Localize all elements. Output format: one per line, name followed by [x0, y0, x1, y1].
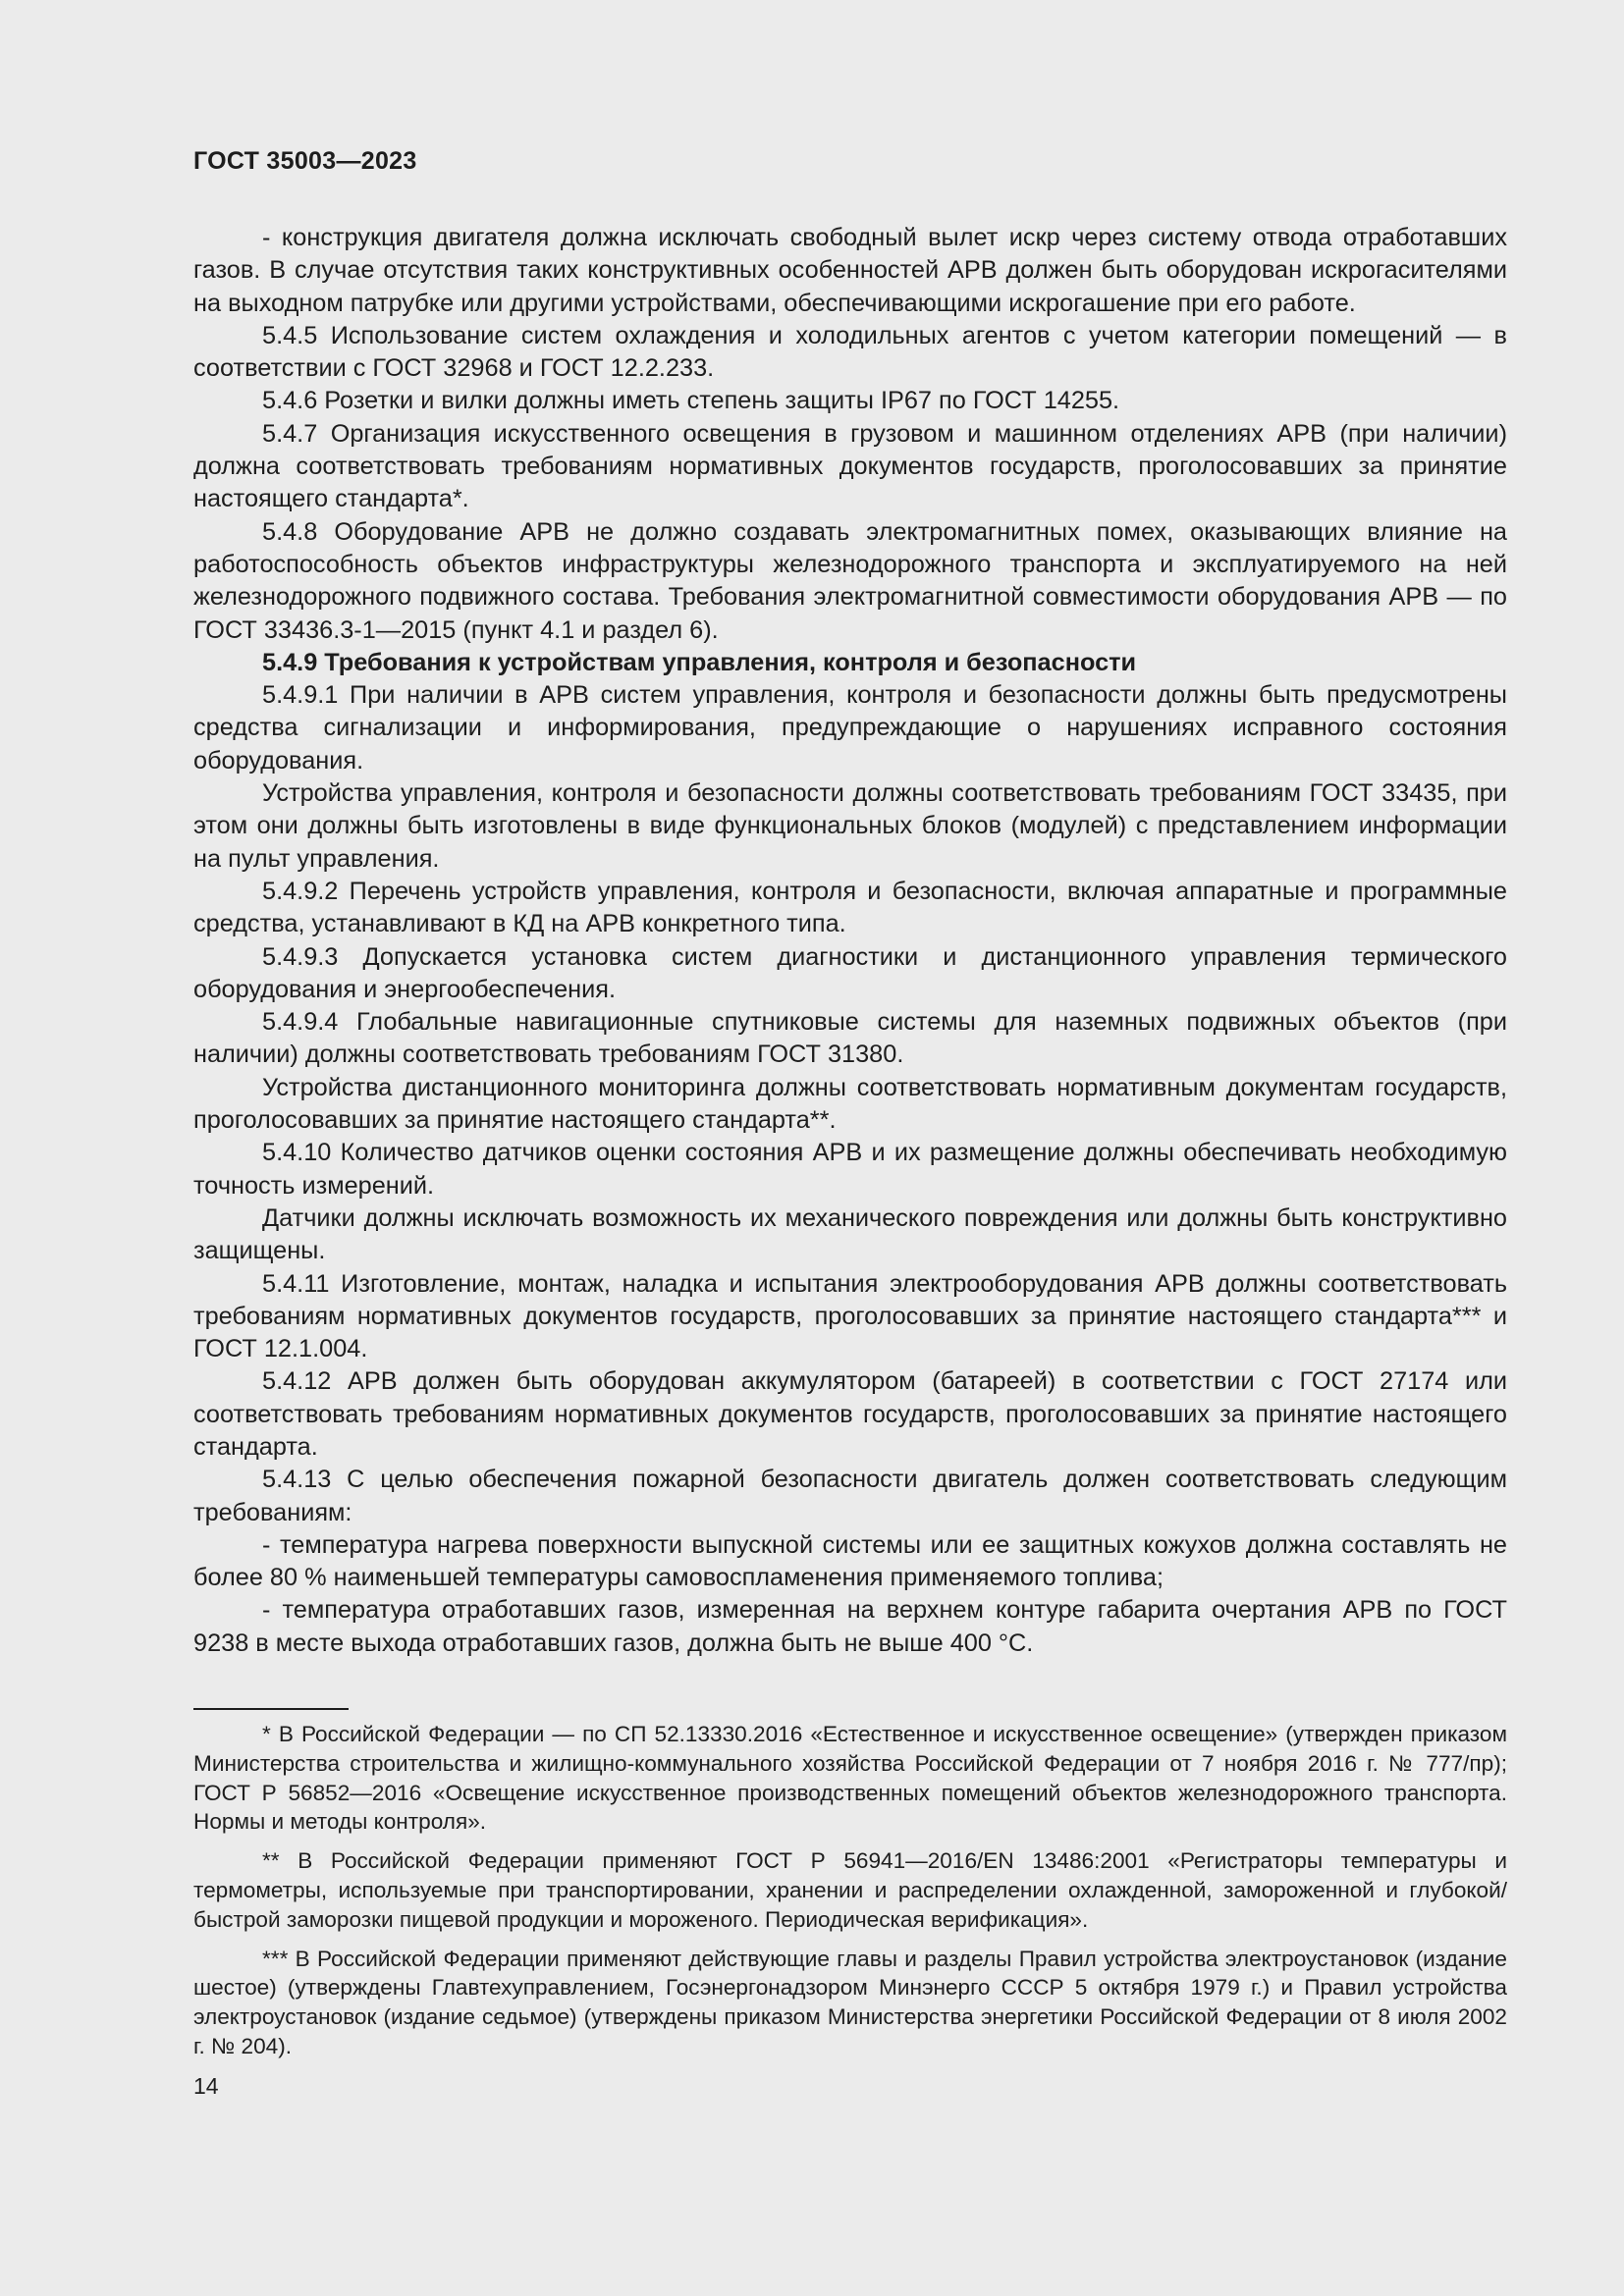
paragraph-5-4-9-2: 5.4.9.2 Перечень устройств управления, контроля и безопасности, включая аппаратные и программные средства, устанавливают в КД на АРВ конкретного типа.	[193, 877, 1507, 938]
paragraph-spark-arrest: - конструкция двигателя должна исключать свободный вылет искр через систему отвода отработавших газов. В случае отсутствия таких конструктивных особенностей АРВ должен быть оборудован искрогасителями на выходном патрубке или другими устройствами, обеспечивающими искрогашение при его работе.	[193, 224, 1507, 317]
page-number: 14	[193, 2073, 219, 2099]
paragraph-5-4-10: 5.4.10 Количество датчиков оценки состояния АРВ и их размещение должны обеспечивать необходимую точность измерений.	[193, 1139, 1507, 1200]
section-heading-5-4-9: 5.4.9 Требования к устройствам управления, контроля и безопасности	[262, 648, 1137, 676]
paragraph-5-4-8: 5.4.8 Оборудование АРВ не должно создавать электромагнитных помех, оказывающих влияние на работоспособность объектов инфраструктуры железнодорожного транспорта и эксплуатируемого на ней железнодорожного подвижного состава. Требования электромагнитной совместимости оборудования АРВ — по ГОСТ 33436.3-1—2015 (пункт 4.1 и раздел 6).	[193, 517, 1507, 644]
paragraph-5-4-7: 5.4.7 Организация искусственного освещения в грузовом и машинном отделениях АРВ (при наличии) должна соответствовать требованиям нормативных документов государств, проголосовавших за принятие настоящего стандарта*.	[193, 419, 1507, 513]
paragraph-5-4-9-4: 5.4.9.4 Глобальные навигационные спутниковые системы для наземных подвижных объектов (при наличии) должны соответствовать требованиям ГОСТ 31380.	[193, 1008, 1507, 1069]
footnote-3: *** В Российской Федерации применяют действующие главы и разделы Правил устройства электроустановок (издание шестое) (утверждены Главтехуправлением, Госэнергонадзором Минэнерго СССР 5 октября 1979 г.) и Правил устройства электроустановок (издание седьмое) (утверждены приказом Министерства энергетики Российской Федерации от 8 июля 2002 г. № 204).	[193, 1946, 1507, 2058]
footnote-divider	[193, 1708, 349, 1710]
paragraph-5-4-6: 5.4.6 Розетки и вилки должны иметь степень защиты IP67 по ГОСТ 14255.	[262, 387, 1120, 415]
footnote-2: ** В Российской Федерации применяют ГОСТ Р 56941—2016/EN 13486:2001 «Регистраторы температуры и термометры, используемые при транспортировании, хранении и распределении охлажденной, замороженной и глубокой/быстрой заморозки пищевой продукции и мороженого. Периодическая верификация».	[193, 1848, 1507, 1932]
paragraph-sensors-protection: Датчики должны исключать возможность их механического повреждения или должны быть конструктивно защищены.	[193, 1203, 1507, 1265]
paragraph-5-4-13: 5.4.13 С целью обеспечения пожарной безопасности двигатель должен соответствовать следующим требованиям:	[193, 1466, 1507, 1526]
footnotes	[193, 1720, 1507, 2071]
footnote-1: * В Российской Федерации — по СП 52.13330.2016 «Естественное и искусственное освещение» (утвержден приказом Министерства строительства и жилищно-коммунального хозяйства Российской Федерации от 7 ноября 2016 г. № 777/пр); ГОСТ Р 56852—2016 «Освещение искусственное производственных помещений объектов железнодорожного транспорта. Нормы и методы контроля».	[193, 1722, 1507, 1835]
main-text	[193, 222, 1507, 1660]
paragraph-5-4-11: 5.4.11 Изготовление, монтаж, наладка и испытания электрооборудования АРВ должны соответствовать требованиям нормативных документов государств, проголосовавших за принятие настоящего стандарта*** и ГОСТ 12.1.004.	[193, 1269, 1507, 1363]
paragraph-5-4-12: 5.4.12 АРВ должен быть оборудован аккумулятором (батареей) в соответствии с ГОСТ 27174 или соответствовать требованиям нормативных документов государств, проголосовавших за принятие настоящего стандарта.	[193, 1367, 1507, 1461]
paragraph-remote-monitoring: Устройства дистанционного мониторинга должны соответствовать нормативным документам государств, проголосовавших за принятие настоящего стандарта**.	[193, 1073, 1507, 1135]
list-item-surface-temperature: - температура нагрева поверхности выпускной системы или ее защитных кожухов должна составлять не более 80 % наименьшей температуры самовоспламенения применяемого топлива;	[193, 1530, 1507, 1592]
list-item-exhaust-temperature: - температура отработавших газов, измеренная на верхнем контуре габарита очертания АРВ по ГОСТ 9238 в месте выхода отработавших газов, должна быть не выше 400 °С.	[193, 1596, 1507, 1657]
paragraph-5-4-9-1: 5.4.9.1 При наличии в АРВ систем управления, контроля и безопасности должны быть предусмотрены средства сигнализации и информирования, предупреждающие о нарушениях исправного состояния оборудования.	[193, 681, 1507, 774]
paragraph-5-4-5: 5.4.5 Использование систем охлаждения и холодильных агентов с учетом категории помещений — в соответствии с ГОСТ 32968 и ГОСТ 12.2.233.	[193, 321, 1507, 383]
document-header: ГОСТ 35003—2023	[193, 147, 417, 175]
paragraph-5-4-9-3: 5.4.9.3 Допускается установка систем диагностики и дистанционного управления термического оборудования и энергообеспечения.	[193, 942, 1507, 1003]
paragraph-control-devices: Устройства управления, контроля и безопасности должны соответствовать требованиям ГОСТ 33435, при этом они должны быть изготовлены в виде функциональных блоков (модулей) с представлением информации на пульт управления.	[193, 779, 1507, 873]
